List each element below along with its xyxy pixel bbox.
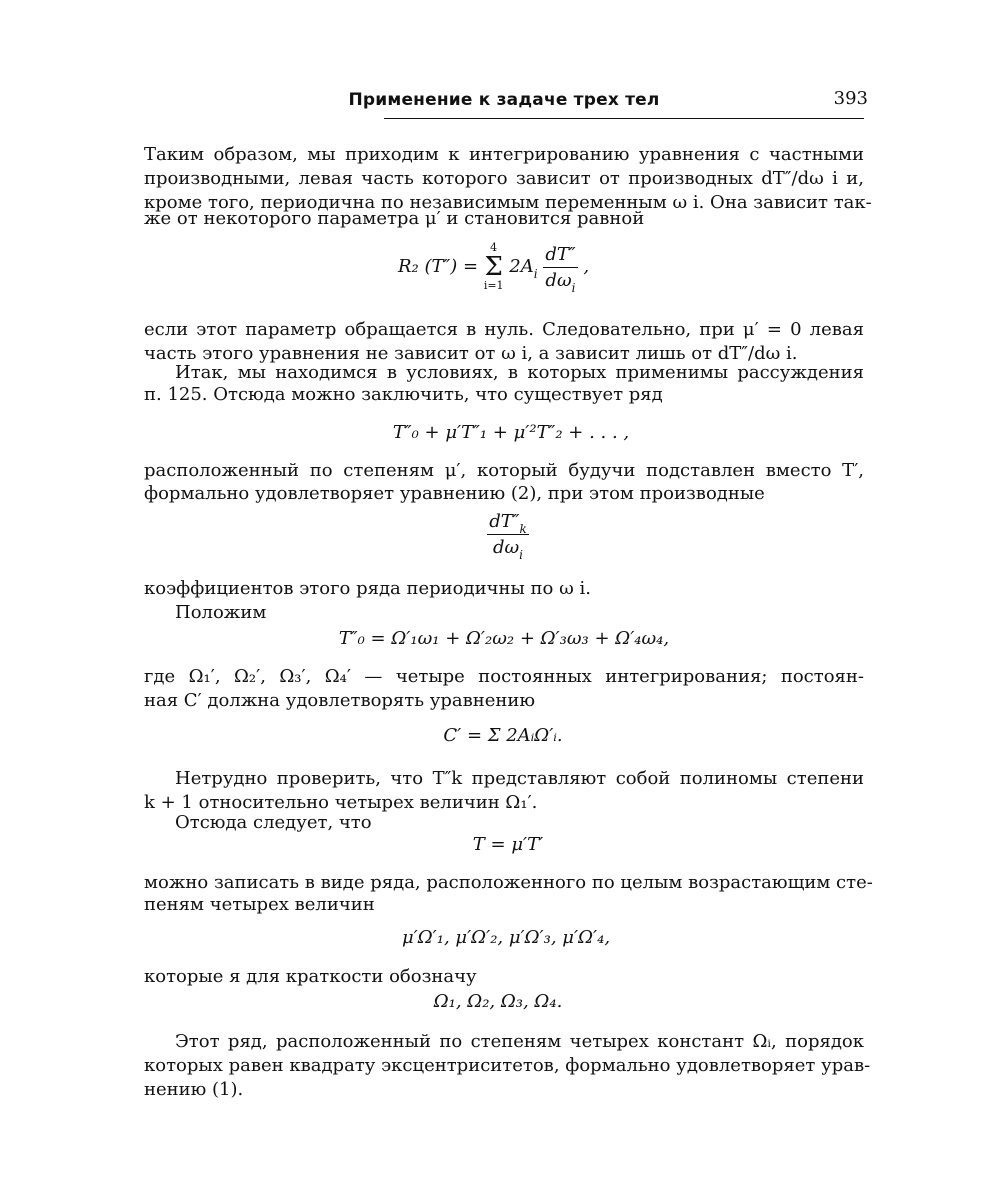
formula-derivative	[478, 511, 538, 562]
fraction-numerator: dT″	[543, 244, 577, 268]
header-title: Применение к задаче трех тел	[348, 90, 660, 110]
formula-series: T″₀ + μ′T″₁ + μ′²T″₂ + . . . ,	[392, 422, 630, 443]
fraction-denominator	[487, 535, 529, 562]
fraction-den-sub: i	[519, 548, 524, 562]
text-line: п. 125. Отсюда можно заключить, что существует ряд	[144, 384, 663, 405]
formula-omegas: Ω₁, Ω₂, Ω₃, Ω₄.	[433, 991, 563, 1012]
fraction-numerator	[487, 511, 529, 535]
fraction-den-base: dω	[492, 537, 520, 558]
fraction	[487, 511, 529, 562]
fraction-num-base: dT″	[489, 511, 520, 532]
text-line: Положим	[175, 602, 267, 623]
text-line: где Ω₁′, Ω₂′, Ω₃′, Ω₄′ — четыре постоянных интегрирования; постоян-	[144, 666, 864, 687]
formula-c: C′ = Σ 2AᵢΩ′ᵢ.	[443, 725, 563, 746]
text-line: часть этого уравнения не зависит от ω i, а зависит лишь от dT″/dω i.	[144, 343, 798, 364]
formula-r2-term-sub: i	[533, 267, 538, 281]
text-line: можно записать в виде ряда, расположенного по целым возрастающим сте-	[144, 872, 873, 893]
formula-r2-lhs: R₂ (T″) =	[398, 256, 479, 277]
formula-mu-omega: μ′Ω′₁, μ′Ω′₂, μ′Ω′₃, μ′Ω′₄,	[401, 927, 611, 948]
formula-t0: T″₀ = Ω′₁ω₁ + Ω′₂ω₂ + Ω′₃ω₃ + Ω′₄ω₄,	[338, 628, 670, 649]
formula-r2	[398, 241, 618, 295]
fraction	[543, 243, 577, 295]
page-number: 393	[833, 88, 868, 109]
text-line: нению (1).	[144, 1079, 244, 1100]
sum-symbol: 4 Σ i=1	[483, 241, 504, 292]
fraction-den-sub: i	[571, 280, 576, 295]
text-line: расположенный по степеням μ′, который будучи подставлен вместо T′,	[144, 460, 864, 481]
text-line: ная C′ должна удовлетворять уравнению	[144, 690, 536, 711]
formula-trail: ,	[583, 256, 590, 277]
text-line: Таким образом, мы приходим к интегрированию уравнения с частными	[144, 144, 864, 165]
text-line: производными, левая часть которого зависит от производных dT″/dω i и,	[144, 168, 864, 189]
text-line: Отсюда следует, что	[175, 812, 372, 833]
running-header	[144, 86, 868, 116]
text-line: k + 1 относительно четырех величин Ω₁′.	[144, 792, 538, 813]
sum-lower: i=1	[483, 279, 504, 292]
text-line: формально удовлетворяет уравнению (2), при этом производные	[144, 483, 765, 504]
sum-upper: 4	[490, 241, 498, 254]
text-line: Этот ряд, расположенный по степеням четырех констант Ωᵢ, порядок	[175, 1031, 864, 1052]
fraction-denominator	[543, 268, 577, 295]
text-line: которые я для краткости обозначу	[144, 966, 477, 987]
header-rule	[384, 118, 864, 119]
fraction-den-base: dω	[545, 269, 572, 291]
text-line: кроме того, периодична по независимым переменным ω i. Она зависит так-	[144, 192, 872, 213]
text-line: же от некоторого параметра μ′ и становится равной	[144, 208, 645, 229]
formula-r2-term: 2A	[509, 256, 534, 277]
text-line: Итак, мы находимся в условиях, в которых применимы рассуждения	[175, 362, 864, 383]
text-line: если этот параметр обращается в нуль. Следовательно, при μ′ = 0 левая	[144, 319, 864, 340]
fraction-num-sub: k	[519, 522, 527, 536]
text-line: коэффициентов этого ряда периодичны по ω i.	[144, 578, 591, 599]
formula-t: T = μ′T′	[472, 834, 544, 855]
text-line: Нетрудно проверить, что T″k представляют собой полиномы степени	[175, 768, 864, 789]
text-line: пеням четырех величин	[144, 894, 375, 915]
text-line: которых равен квадрату эксцентриситетов, формально удовлетворяет урав-	[144, 1055, 871, 1076]
